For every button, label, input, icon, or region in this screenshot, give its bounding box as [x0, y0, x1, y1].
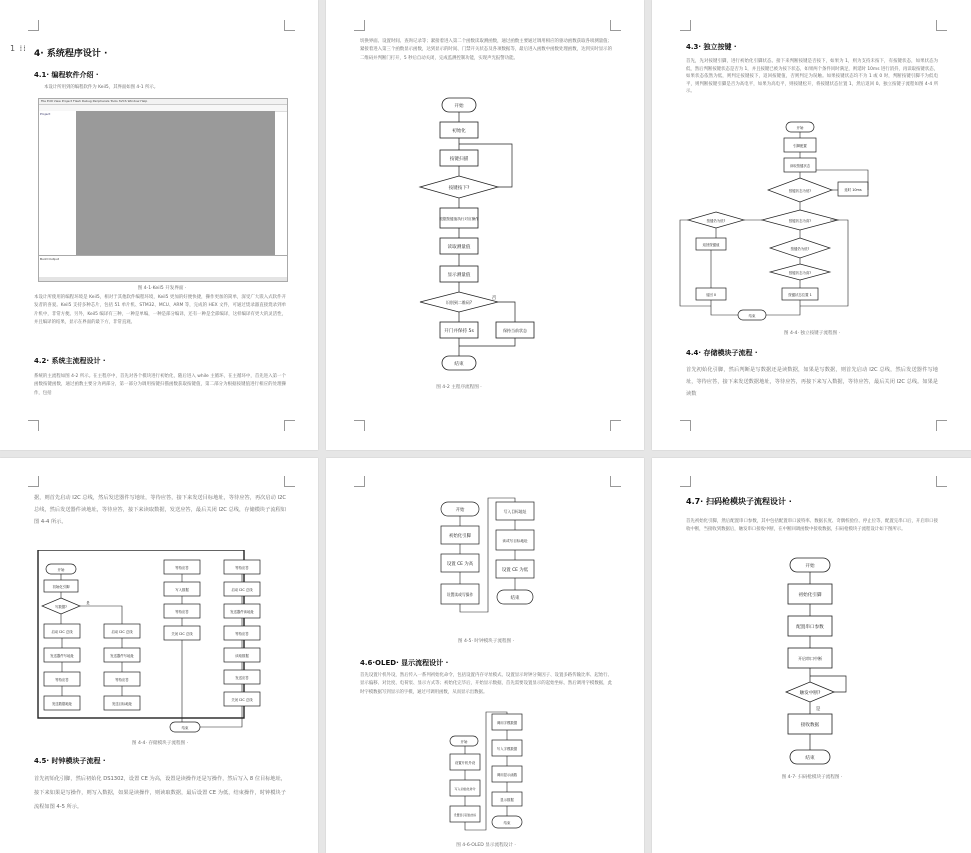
flow-label: 否 — [491, 296, 497, 301]
flow-label: 等待应答 — [115, 678, 129, 682]
flow-label: 发送器件写地址 — [50, 654, 74, 658]
page-5 — [326, 458, 644, 853]
flow-label: 开始 — [805, 564, 815, 569]
flow-label: 按键按下? — [448, 186, 470, 191]
crop-mark — [680, 476, 691, 487]
flow-label: 按键状态为高? — [788, 219, 812, 223]
flow-label: 结束 — [510, 596, 520, 601]
flow-label: 结束 — [503, 821, 511, 825]
page-6 — [652, 458, 971, 853]
figure-caption: 图 4-5· 时钟模块子流程图 · — [457, 639, 515, 644]
crop-mark — [354, 420, 365, 431]
flow-label: 调用显示函数 — [496, 773, 518, 777]
flow-label: 触发中断? — [799, 691, 821, 696]
flow-label: 延时 10ms — [844, 188, 862, 192]
ide-project-tree: Project — [39, 111, 78, 257]
flow-label: 开始 — [57, 568, 65, 572]
flow-label: 等待应答 — [175, 566, 189, 570]
paragraph: 首先初始化引脚，然后初始化 DS1302，设置 CE 为高，设置是读操作还是写操作，然后写入 8 位目标地址，接下来如果是写操作，则写入数据，如果是读操作，则读取数据，最后设置 CE 为低，结束操作，时钟模块子流程如图 4-5 所示。 — [34, 776, 286, 810]
paragraph: 首先设置片机外设，然后传入一系列初始化命令，包括设置内存寻址模式、设置显示时钟分频因子、设置多路传输比率、起始行、显示偏移、对比度、电荷泵、显示方式等；初始化完毕后，开始显示数据，首先需要设置显示的起始坐标，然后调用字模数据，此时字模数据写到显示的字模，通过可调用函数，从而显示出数据。 — [360, 673, 612, 695]
flow-label: 接收数据 — [800, 723, 820, 728]
flow-label: 写入数据 — [175, 588, 189, 592]
paragraph: 据，则首先启动 I2C 总线，然后发送器件写地址，等待应答，接下来发送目标地址，等待应答，再次启动 I2C 总线，然后发送器件读地址，等待应答，接下来读取数据，发送应答，最后关闭 I2C 总线，存储模块子流程如图 4-4 所示。 — [34, 495, 286, 525]
flow-label: 发送器件读地址 — [230, 610, 254, 614]
drag-handle-icon[interactable]: 1 ⁞⁞ — [10, 44, 27, 53]
figure-caption: 图 4-2 主程序流程图 · — [436, 385, 482, 390]
crop-mark — [610, 476, 621, 487]
figure-caption: 图 4-6·OLED 显示流程设计 · — [456, 843, 516, 848]
flow-label: 开始 — [796, 126, 804, 130]
figure-caption: 图 4-4· 存储模块子流程图 · — [131, 741, 189, 746]
crop-mark — [680, 20, 691, 31]
flow-label: 按键扫描 — [449, 157, 469, 162]
flow-label: 按键仍为低? — [706, 219, 726, 223]
heading-section-4-7: 4.7· 扫码枪模块子流程设计 · — [686, 497, 792, 506]
figure-caption: 图 4-7· 扫码枪模块子流程图 · — [781, 775, 843, 780]
paragraph: 本设计所使用的编程环境是 Keil5，相对于其他软件编程环境，Keil5 更加的好便快捷，操作更加的简单，深受广大嵌入式软件开发者的喜爱。Keil5 支持多种芯片，包括 51 单片机、STM32、MCU、ARM 等，完成的 HEX 文件，可通过烧录器直接烧录到单片机中，非常方便。另外，Keil5 编译有三种，一种是单编，一种是部分编译，还有一种是全部编译，这样编译有更大的灵活性，并且编译的结果，显示在界面的最下方，非常直观。 — [34, 295, 286, 326]
flow-label: 设置读或写操作 — [446, 592, 474, 597]
storage-flowchart — [0, 550, 318, 740]
flow-label: 按键仍为低? — [790, 247, 810, 251]
crop-mark — [284, 476, 295, 487]
flow-label: 按键状态为高? — [788, 271, 812, 275]
flow-label: 保持当前状态 — [503, 328, 527, 333]
figure-caption: 图 4-1·Keil5 开发界面 · — [137, 286, 187, 291]
page-3 — [652, 0, 971, 450]
flow-label: 发送器件写地址 — [110, 654, 134, 658]
keil-ide-screenshot — [38, 98, 288, 282]
flow-label: 开始 — [460, 740, 468, 744]
flow-label: 发送应答 — [235, 676, 249, 680]
ide-build-output: Build Output — [39, 255, 287, 277]
heading-section-4-3: 4.3· 独立按键 · — [686, 43, 737, 51]
oled-flowchart — [326, 710, 644, 840]
flow-label: 是 — [815, 707, 821, 712]
flow-label: 发送目标地址 — [111, 702, 133, 706]
flow-label: 启动 I2C 总线 — [51, 630, 73, 634]
crop-mark — [680, 420, 691, 431]
heading-section-4-2: 4.2· 系统主流程设计 · — [34, 357, 106, 365]
flow-label: 写入目标地址 — [503, 509, 527, 514]
heading-section-4-6: 4.6·OLED· 显示流程设计 · — [360, 659, 449, 667]
flow-label: 显示数据 — [500, 798, 514, 802]
paragraph: 首先初始化引脚，然后判断是写数据还是读数据，如果是写数据，则首先启动 I2C 总线，然后发送器件写地址，等待应答，接下来发送数据地址，等待应答，再接下来写入数据，等待应答，最后关闭 I2C 总线。如果是读数 — [686, 367, 938, 397]
crop-mark — [28, 476, 39, 487]
flow-label: 写入字模数据 — [496, 747, 518, 751]
page-2 — [326, 0, 644, 450]
heading-section-4-1: 4.1· 编程软件介绍 · — [34, 71, 99, 79]
main-flowchart — [326, 90, 644, 390]
flow-label: 按键状态位置 1 — [788, 293, 812, 297]
flow-label: 读取测量值 — [447, 245, 471, 250]
flow-label: 初始化引脚 — [449, 534, 471, 539]
flow-label: 结束 — [181, 726, 189, 730]
page-1 — [0, 0, 318, 450]
flow-label: 设置 CE 为高 — [446, 562, 474, 567]
flow-label: 结束 — [454, 362, 464, 367]
ide-editor-area — [76, 111, 275, 257]
crop-mark — [610, 20, 621, 31]
flow-label: 设置片机外设 — [454, 761, 476, 765]
flow-label: 关闭 I2C 总线 — [231, 698, 253, 702]
flow-label: 初始化 — [452, 129, 466, 134]
flow-label: 开始 — [455, 508, 465, 513]
flow-label: 开门并保持 5s — [444, 329, 474, 334]
flow-label: 等待应答 — [235, 566, 249, 570]
flow-label: 调用字模数据 — [496, 721, 518, 725]
paragraph: 本设计所用到的编程软件为 Keil5，其界面如图 4-1 所示。 — [44, 85, 159, 90]
flow-label: 发送数据地址 — [51, 702, 73, 706]
flow-label: 等待应答 — [235, 632, 249, 636]
flow-label: 返回 0 — [705, 293, 717, 297]
crop-mark — [354, 20, 365, 31]
figure-caption: 图 4-4· 独立按键子流程图 · — [783, 331, 841, 336]
paragraph: 首先初始化引脚，然后配置串口参数，其中包括配置串口波特率、数据长度、奇偶校验位、停止位等，配置完串口后，开启串口接收中断，当接收到数据后，触发串口接收中断，在中断回调函数中接收数据，扫码枪模块子流程设计如下图所示。 — [686, 519, 938, 533]
crop-mark — [354, 476, 365, 487]
heading-section-4-4: 4.4· 存储模块子流程 · — [686, 349, 758, 357]
paragraph: 切换界面、设置时间、查询记录等；紧接着进入第二个函数读取测函数，通过函数主要通过调用相应的驱动函数获取各项测量值；紧接着进入第三个函数显示函数，达到显示的时间、门禁开关状态及各项数据等，最后进入函数中函数处理函数，达到实时显示的二维码并判断门打开，5 秒后自动关闭，完成监测控制功能，实现声光报警功能。 — [360, 39, 612, 61]
crop-mark — [284, 420, 295, 431]
flow-label: 读取数据 — [235, 654, 249, 658]
flow-label: 设置 CE 为低 — [501, 568, 529, 573]
crop-mark — [284, 20, 295, 31]
flow-label: 结束 — [805, 756, 815, 761]
ide-status-bar — [39, 277, 287, 281]
flow-label: 启动 I2C 总线 — [111, 630, 133, 634]
clock-flowchart — [326, 494, 644, 624]
crop-mark — [28, 20, 39, 31]
flow-label: 初始化引脚 — [798, 593, 822, 598]
flow-label: 根据按键值执行对应操作 — [439, 217, 479, 221]
flow-label: 关闭 I2C 总线 — [171, 632, 193, 636]
crop-mark — [936, 476, 947, 487]
flow-label: 设置显示起始坐标 — [453, 813, 477, 817]
flow-label: 识别到二维码? — [445, 300, 473, 305]
flow-label: 读或写目标地址 — [502, 539, 528, 543]
heading-section-4-5: 4.5· 时钟模块子流程 · — [34, 757, 106, 765]
flow-label: 开始 — [454, 104, 464, 109]
crop-mark — [610, 420, 621, 431]
key-flowchart — [652, 118, 971, 328]
flow-label: 结束 — [748, 314, 756, 318]
flow-label: 是 — [86, 601, 90, 605]
flow-label: 启动 I2C 总线 — [231, 588, 253, 592]
flow-label: 返回按键值 — [702, 243, 720, 247]
flow-label: 引脚配置 — [793, 144, 807, 148]
flow-label: 开启串口中断 — [798, 656, 822, 661]
flow-label: 配置串口参数 — [796, 625, 824, 630]
crop-mark — [28, 420, 39, 431]
paragraph: 首先，先对按键引脚，进行初始化引脚状态。接下来判断按键是否按下，如果为 1，则为支持未按下，有按键状态，如果状态为低，然后判断按键状态是否为 1，并且按键已被为按下状态，如果两个条件同时满足，则延时 10ms 进行消抖，再读取按键状态，如果状态依然为低，则判定按键按下，返回按键值，否则判定为误触。如果按键状态均不为 1 或 0 时，判断按键引脚不为低电平，则判断按键引脚是否为高电平，如果为高电平，则按键松开，将按键状态位置 1，然后返回 0。独立按键子流程如图 4-4 所示。 — [686, 59, 938, 95]
flow-label: 初始化引脚 — [52, 585, 70, 589]
flow-label: 读取按键状态 — [789, 164, 811, 168]
scanner-flowchart — [652, 554, 971, 774]
flow-label: 写入初始化命令 — [454, 787, 476, 791]
flow-label: 显示测量值 — [447, 273, 471, 278]
crop-mark — [936, 20, 947, 31]
crop-mark — [936, 420, 947, 431]
page-4 — [0, 458, 318, 853]
heading-section-4: 4· 系统程序设计 · — [34, 49, 108, 59]
flow-label: 按键状态为低? — [788, 189, 812, 193]
flow-label: 等待应答 — [55, 678, 69, 682]
flow-label: 等待应答 — [175, 610, 189, 614]
ide-menubar: File Edit View Project Flash Debug Peripherals Tools SVCS Window Help — [39, 99, 287, 105]
flow-label: 写数据? — [55, 605, 67, 609]
paragraph: 系统的主流程如图 4-2 所示。在主程序中，首先对各个模块进行初始化，随后进入 while 主循环，在主循环中，首先进入第一个函数按键函数，通过函数主要分为两部分，第一部分为调用按键扫描函数获取按键值，第二部分为根据按键值进行相应的处理操作，包括 — [34, 374, 286, 396]
